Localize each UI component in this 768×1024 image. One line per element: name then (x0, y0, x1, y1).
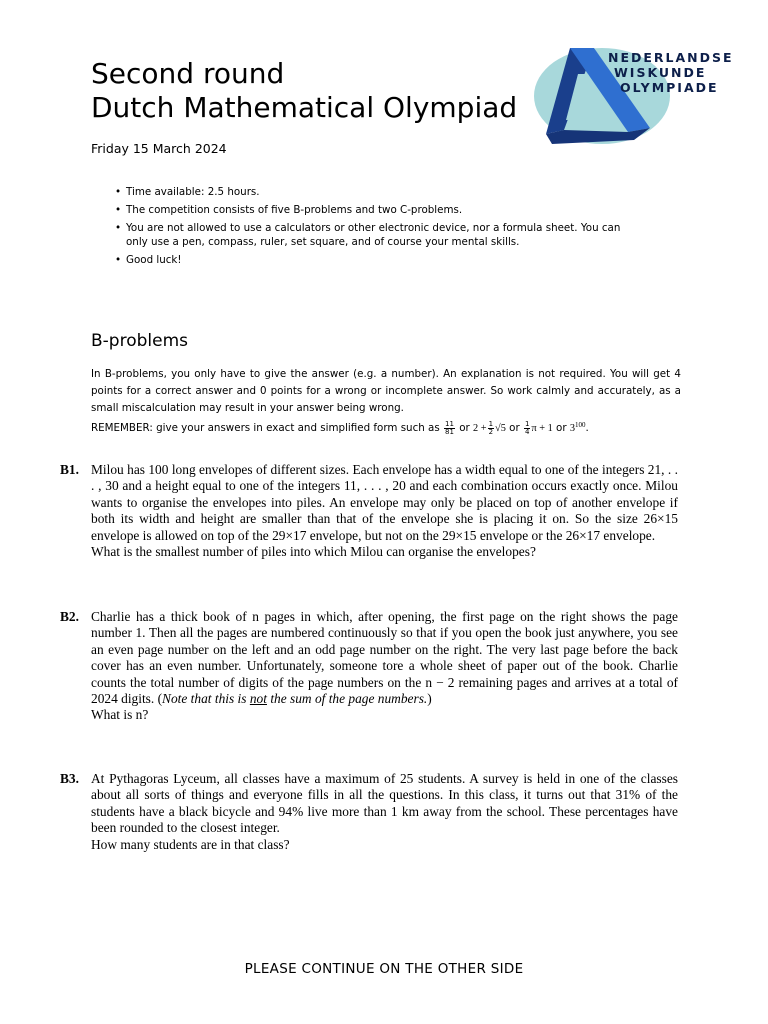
title-line-2: Dutch Mathematical Olympiad (91, 91, 518, 124)
info-item (112, 222, 632, 249)
example-fraction-1 (444, 421, 455, 436)
problem-label: B1. (60, 462, 79, 477)
b-intro-text: In B-problems, you only have to give the answer (e.g. a number). An explanation is not required. You will get 4 points for a correct answer and 0 points for a wrong or incomplete answer. So work calmly and accurately, as a small miscalculation may result in your answer being wrong. (91, 368, 681, 414)
bullet-icon: • (115, 204, 122, 216)
problem-statement: At Pythagoras Lyceum, all classes have a maximum of 25 students. A survey is held in one of the classes about all sorts of things and everyone fills in all the questions. In this class, it turns out that 31% of the students have a black bicycle and 94% live more than 1 km away from the school. These percentages have been rounded to the closest integer. (91, 771, 678, 836)
or-text: or (509, 422, 520, 434)
remember-end: . (585, 422, 589, 434)
problem-b2 (60, 609, 678, 724)
problem-statement: Milou has 100 long envelopes of different sizes. Each envelope has a width equal to one of the integers 21, . . . , 30 and a height equal to one of the integers 11, . . . , 20 and each combination occurs exactly once. Milou wants to organise the envelopes into piles. An envelope may only be placed on top of another envelope if both its width and height are smaller than that of the envelope she is placing it on. So the size 26×15 envelope is allowed on top of the 29×17 envelope, but not on the 29×15 envelope or the 26×17 envelope. (91, 462, 678, 543)
info-item (112, 254, 632, 268)
problem-question: How many students are in that class? (91, 836, 290, 852)
problem-note: Note that this is (162, 691, 250, 707)
bullet-icon: • (115, 186, 122, 198)
continue-footer: PLEASE CONTINUE ON THE OTHER SIDE (244, 961, 524, 977)
title-line-1: Second round (91, 57, 285, 90)
problem-label: B2. (60, 609, 79, 624)
problem-label: B3. (60, 771, 79, 786)
fraction-denominator: 81 (445, 427, 454, 436)
b-problems-intro (91, 366, 681, 437)
remember-prefix: REMEMBER: give your answers in exact and simplified form such as (91, 422, 440, 434)
or-text: or (459, 422, 470, 434)
example-fraction-2 (488, 421, 494, 436)
fraction-denominator: 4 (524, 427, 530, 436)
example-4-exponent: 100 (575, 421, 586, 429)
b-problems-heading: B-problems (91, 331, 188, 351)
logo-text-line-3: OLYMPIADE (620, 80, 719, 95)
remember-line (91, 417, 681, 437)
info-item-text: The competition consists of five B-problems and two C-problems. (126, 204, 463, 216)
problem-b1 (60, 462, 678, 560)
problem-note-underlined: not (249, 691, 267, 707)
fraction-numerator: 1 (488, 419, 494, 428)
bullet-icon: • (115, 253, 122, 266)
example-2-suffix: √5 (495, 423, 506, 434)
bullet-icon: • (115, 222, 122, 234)
example-2-prefix: 2 + (473, 423, 487, 434)
fraction-denominator: 2 (488, 427, 494, 436)
fraction-numerator: 1 (524, 419, 530, 428)
problem-question: What is the smallest number of piles into which Milou can organise the envelopes? (91, 544, 536, 560)
logo-text-line-1: NEDERLANDSE (608, 50, 734, 65)
problem-question: What is n? (91, 707, 149, 723)
exam-info-list (112, 186, 632, 272)
example-3-suffix: π + 1 (531, 423, 553, 434)
info-item-text: Time available: 2.5 hours. (126, 186, 260, 198)
example-4-base: 3 (569, 423, 576, 434)
problem-statement (91, 609, 678, 707)
example-fraction-3 (524, 421, 530, 436)
info-item-text: Good luck! (126, 253, 182, 266)
info-item-text: You are not allowed to use a calculators or other electronic device, nor a formula sheet. You can only use a pen, compass, ruler, set square, and of course your mental skills. (126, 222, 621, 248)
problem-note-close: ) (427, 691, 432, 707)
problem-b3 (60, 771, 678, 853)
or-text: or (556, 422, 567, 434)
problem-statement-text: Charlie has a thick book of n pages in which, after opening, the first page on the right shows the page number 1. Then all the pages are numbered continuously so that if you open the book just anywhere, you see an even page number on the left and an odd page number on the right. The very last page before the back cover has an even number. Unfortunately, someone tore a whole sheet of paper out of the book. Charlie counts the total number of digits of the page numbers on the n − 2 remaining pages and arrives at a total of 2024 digits. ( (91, 609, 678, 707)
logo-text-line-2: WISKUNDE (614, 65, 707, 80)
info-item (112, 204, 632, 218)
exam-date: Friday 15 March 2024 (91, 141, 227, 156)
fraction-numerator: 11 (445, 419, 454, 428)
info-item (112, 186, 632, 200)
problem-note: the sum of the page numbers. (266, 691, 428, 707)
